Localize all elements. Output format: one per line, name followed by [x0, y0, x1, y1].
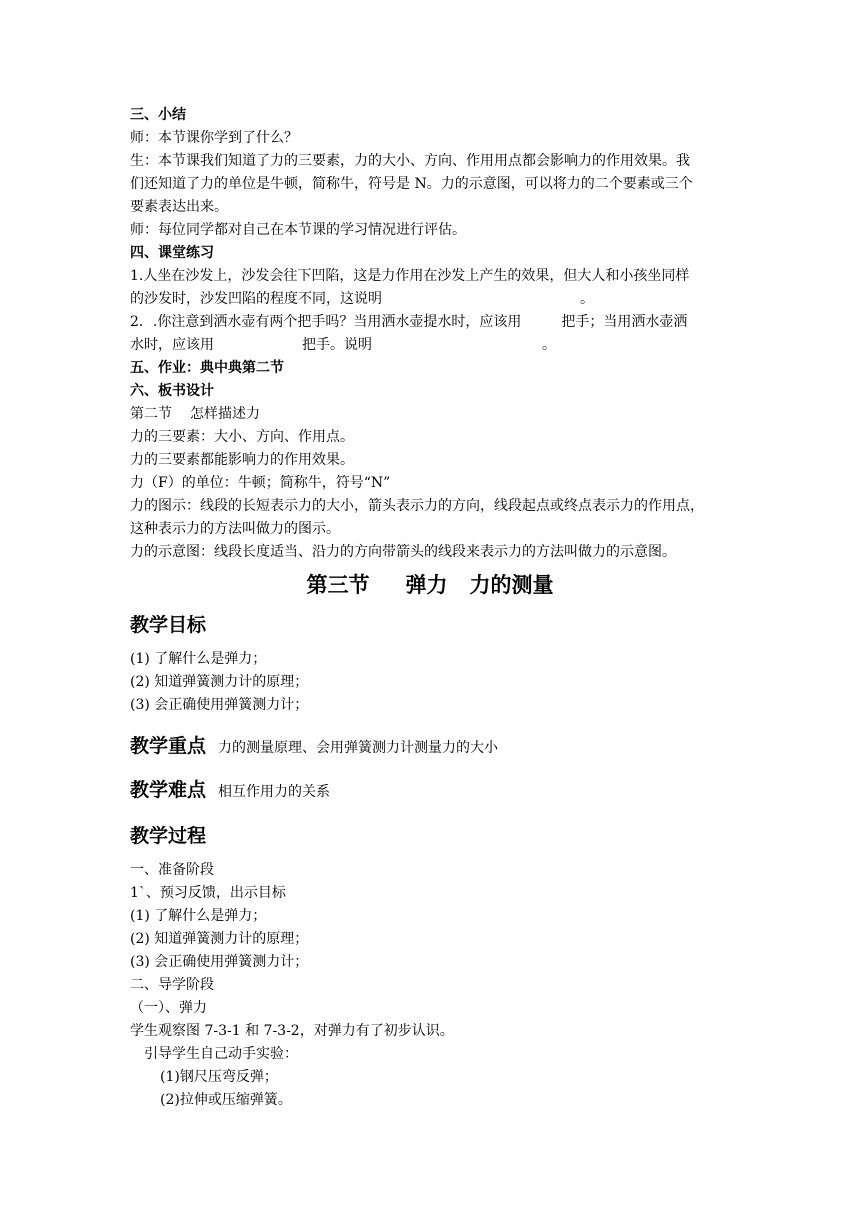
section-number: 第三节 [306, 572, 370, 597]
section-title-measure: 力的测量 [469, 572, 554, 597]
student-answer-line-2: 们还知道了力的单位是牛顿，简称牛，符号是 N。力的示意图，可以将力的二个要素或三个 [130, 176, 693, 192]
key-heading: 教学重点 [130, 735, 207, 757]
practice-q2-line-2 [130, 334, 730, 357]
section-title-elastic: 弹力 [405, 572, 448, 597]
difficult-heading: 教学难点 [130, 779, 207, 801]
practice-q1-line-2 [130, 288, 730, 311]
summary-heading: 三、小结 [130, 107, 186, 123]
student-answer-line-1: 生：本节课我们知道了力的三要素，力的大小、方向、作用用点都会影响力的作用效果。我 [130, 153, 690, 169]
document-page [130, 104, 730, 1112]
board-title-section: 第二节 [130, 406, 172, 422]
board-heading: 六、板书设计 [130, 383, 214, 399]
process-line: (1) 了解什么是弹力； [130, 908, 267, 924]
q1-text: 的沙发时，沙发凹陷的程度不同，这说明 [130, 291, 382, 307]
board-line-4b: 这种表示力的方法叫做力的图示。 [130, 521, 340, 537]
process-line: 二、导学阶段 [130, 977, 214, 993]
difficult-text: 相互作用力的关系 [218, 784, 331, 800]
process-line: 一、准备阶段 [130, 862, 214, 878]
practice-q1-line-1: 1.人坐在沙发上，沙发会往下凹陷，这是力作用在沙发上产生的效果，但大人和小孩坐同样 [130, 268, 690, 284]
experiment-item: (2)拉伸或压缩弹簧。 [160, 1092, 292, 1108]
board-line-3: 力（F）的单位：牛顿；简称牛，符号“N” [130, 475, 391, 491]
board-line-2: 力的三要素都能影响力的作用效果。 [130, 452, 354, 468]
q2-text-d: 把手。说明 [302, 337, 372, 353]
goal-item-3: (3) 会正确使用弹簧测力计； [130, 697, 309, 713]
experiment-item: (1)钢尺压弯反弹； [160, 1069, 278, 1085]
q1-period: 。 [580, 291, 594, 307]
practice-heading: 四、课堂练习 [130, 245, 214, 261]
process-line: (2) 知道弹簧测力计的原理； [130, 931, 309, 947]
student-answer-line-3: 要素表达出来。 [130, 199, 228, 215]
q2-text-a: 2．.你注意到洒水壶有两个把手吗？当用洒水壶提水时，应该用 [130, 314, 522, 330]
process-line: 学生观察图 7-3-1 和 7-3-2，对弹力有了初步认识。 [130, 1023, 454, 1039]
goal-item-2: (2) 知道弹簧测力计的原理； [130, 674, 309, 690]
q2-text-c: 水时，应该用 [130, 337, 214, 353]
key-text: 力的测量原理、会用弹簧测力计测量力的大小 [218, 740, 499, 756]
process-heading: 教学过程 [130, 825, 207, 847]
section-title [130, 570, 730, 600]
process-line: （一）、弹力 [130, 1000, 207, 1016]
board-title-text: 怎样描述力 [190, 406, 260, 422]
q2-text-b: 把手；当用洒水壶洒 [561, 314, 688, 330]
difficult-point-row [130, 775, 730, 805]
goals-heading: 教学目标 [130, 614, 207, 636]
board-line-5: 力的示意图：线段长度适当、沿力的方向带箭头的线段来表示力的方法叫做力的示意图。 [130, 544, 676, 560]
teacher-evaluation: 师：每位同学都对自己在本节课的学习情况进行评估。 [130, 222, 466, 238]
guide-line: 引导学生自己动手实验： [144, 1046, 298, 1062]
board-line-1: 力的三要素：大小、方向、作用点。 [130, 429, 354, 445]
board-title [130, 403, 730, 426]
goal-item-1: (1) 了解什么是弹力； [130, 651, 267, 667]
q2-period: 。 [542, 337, 556, 353]
teacher-question: 师：本节课你学到了什么？ [130, 130, 298, 146]
practice-q2-line-1 [130, 311, 730, 334]
homework-heading: 五、作业：典中典第二节 [130, 360, 284, 376]
process-line: 1`、预习反馈，出示目标 [130, 885, 286, 901]
key-point-row [130, 731, 730, 761]
board-line-4a: 力的图示：线段的长短表示力的大小，箭头表示力的方向，线段起点或终点表示力的作用点， [130, 498, 704, 514]
process-line: (3) 会正确使用弹簧测力计； [130, 954, 309, 970]
